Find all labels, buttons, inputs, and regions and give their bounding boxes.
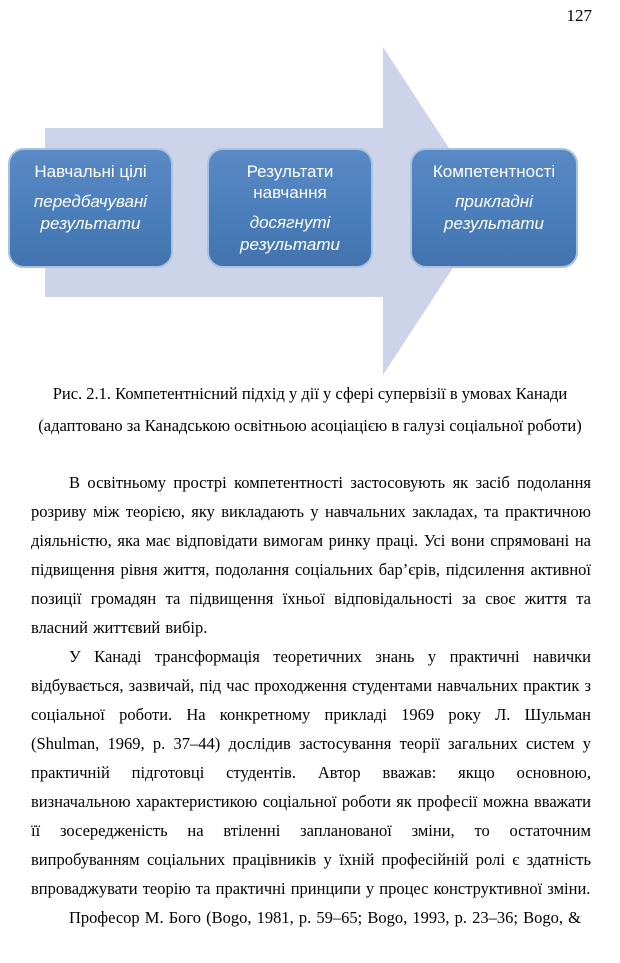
box-subtitle: прикладні результати: [444, 192, 544, 233]
diagram-box-competencies: [410, 148, 578, 268]
page-number: 127: [566, 6, 592, 25]
box-subtitle: передбачувані результати: [33, 192, 148, 233]
box-subtitle: досягнуті результати: [240, 213, 340, 254]
figure-caption-line1: Рис. 2.1. Компетентнісний підхід у дії у сфері супервізії в умовах Канади: [52, 384, 568, 403]
diagram-box-learning-results: [207, 148, 373, 268]
paragraph: В освітньому прострі компетентності застосовують як засіб подолання розриву між теорією, яку викладають у навчальних закладах, та практичною діяльністю, яка має відповідати вимогам ринку праці. Усі вони спрямовані на підвищення рівня життя, подолання соціальних бар’єрів, підсилення активної позиції громадян та підвищення їхньої відповідальності за своє життя та власний життєвий вибір.: [31, 473, 591, 637]
box-title: Навчальні цілі: [34, 162, 147, 181]
box-title: Компетентності: [432, 162, 556, 181]
body-text: [31, 468, 591, 932]
box-title: Результати навчання: [246, 162, 334, 202]
process-diagram: [0, 45, 620, 377]
diagram-box-learning-goals: [8, 148, 173, 268]
figure-caption: [20, 378, 600, 442]
figure-caption-line2: (адаптовано за Канадською освітньою асоціацією в галузі соціальної роботи): [38, 416, 582, 435]
paragraph: Професор М. Бого (Bogo, 1981, p. 59–65; Bogo, 1993, p. 23–36; Bogo, &: [69, 908, 581, 927]
paragraph: У Канаді трансформація теоретичних знань у практичні навички відбувається, зазвичай, під час проходження студентами навчальних практик з соціальної роботи. На конкретному прикладі 1969 року Л. Шульман (Shulman, 1969, p. 37–44) дослідив застосування теорії загальних систем у практичній підготовці студентів. Автор вважав: якщо основною, визначальною характеристикою соціальної роботи як професії можна вважати її зосередженість на втіленні запланованої зміни, то остаточним випробуванням соціальних працівників у їхній професійній ролі є здатність впроваджувати теорію та практичні принципи у процес конструктивної зміни.: [31, 647, 591, 898]
